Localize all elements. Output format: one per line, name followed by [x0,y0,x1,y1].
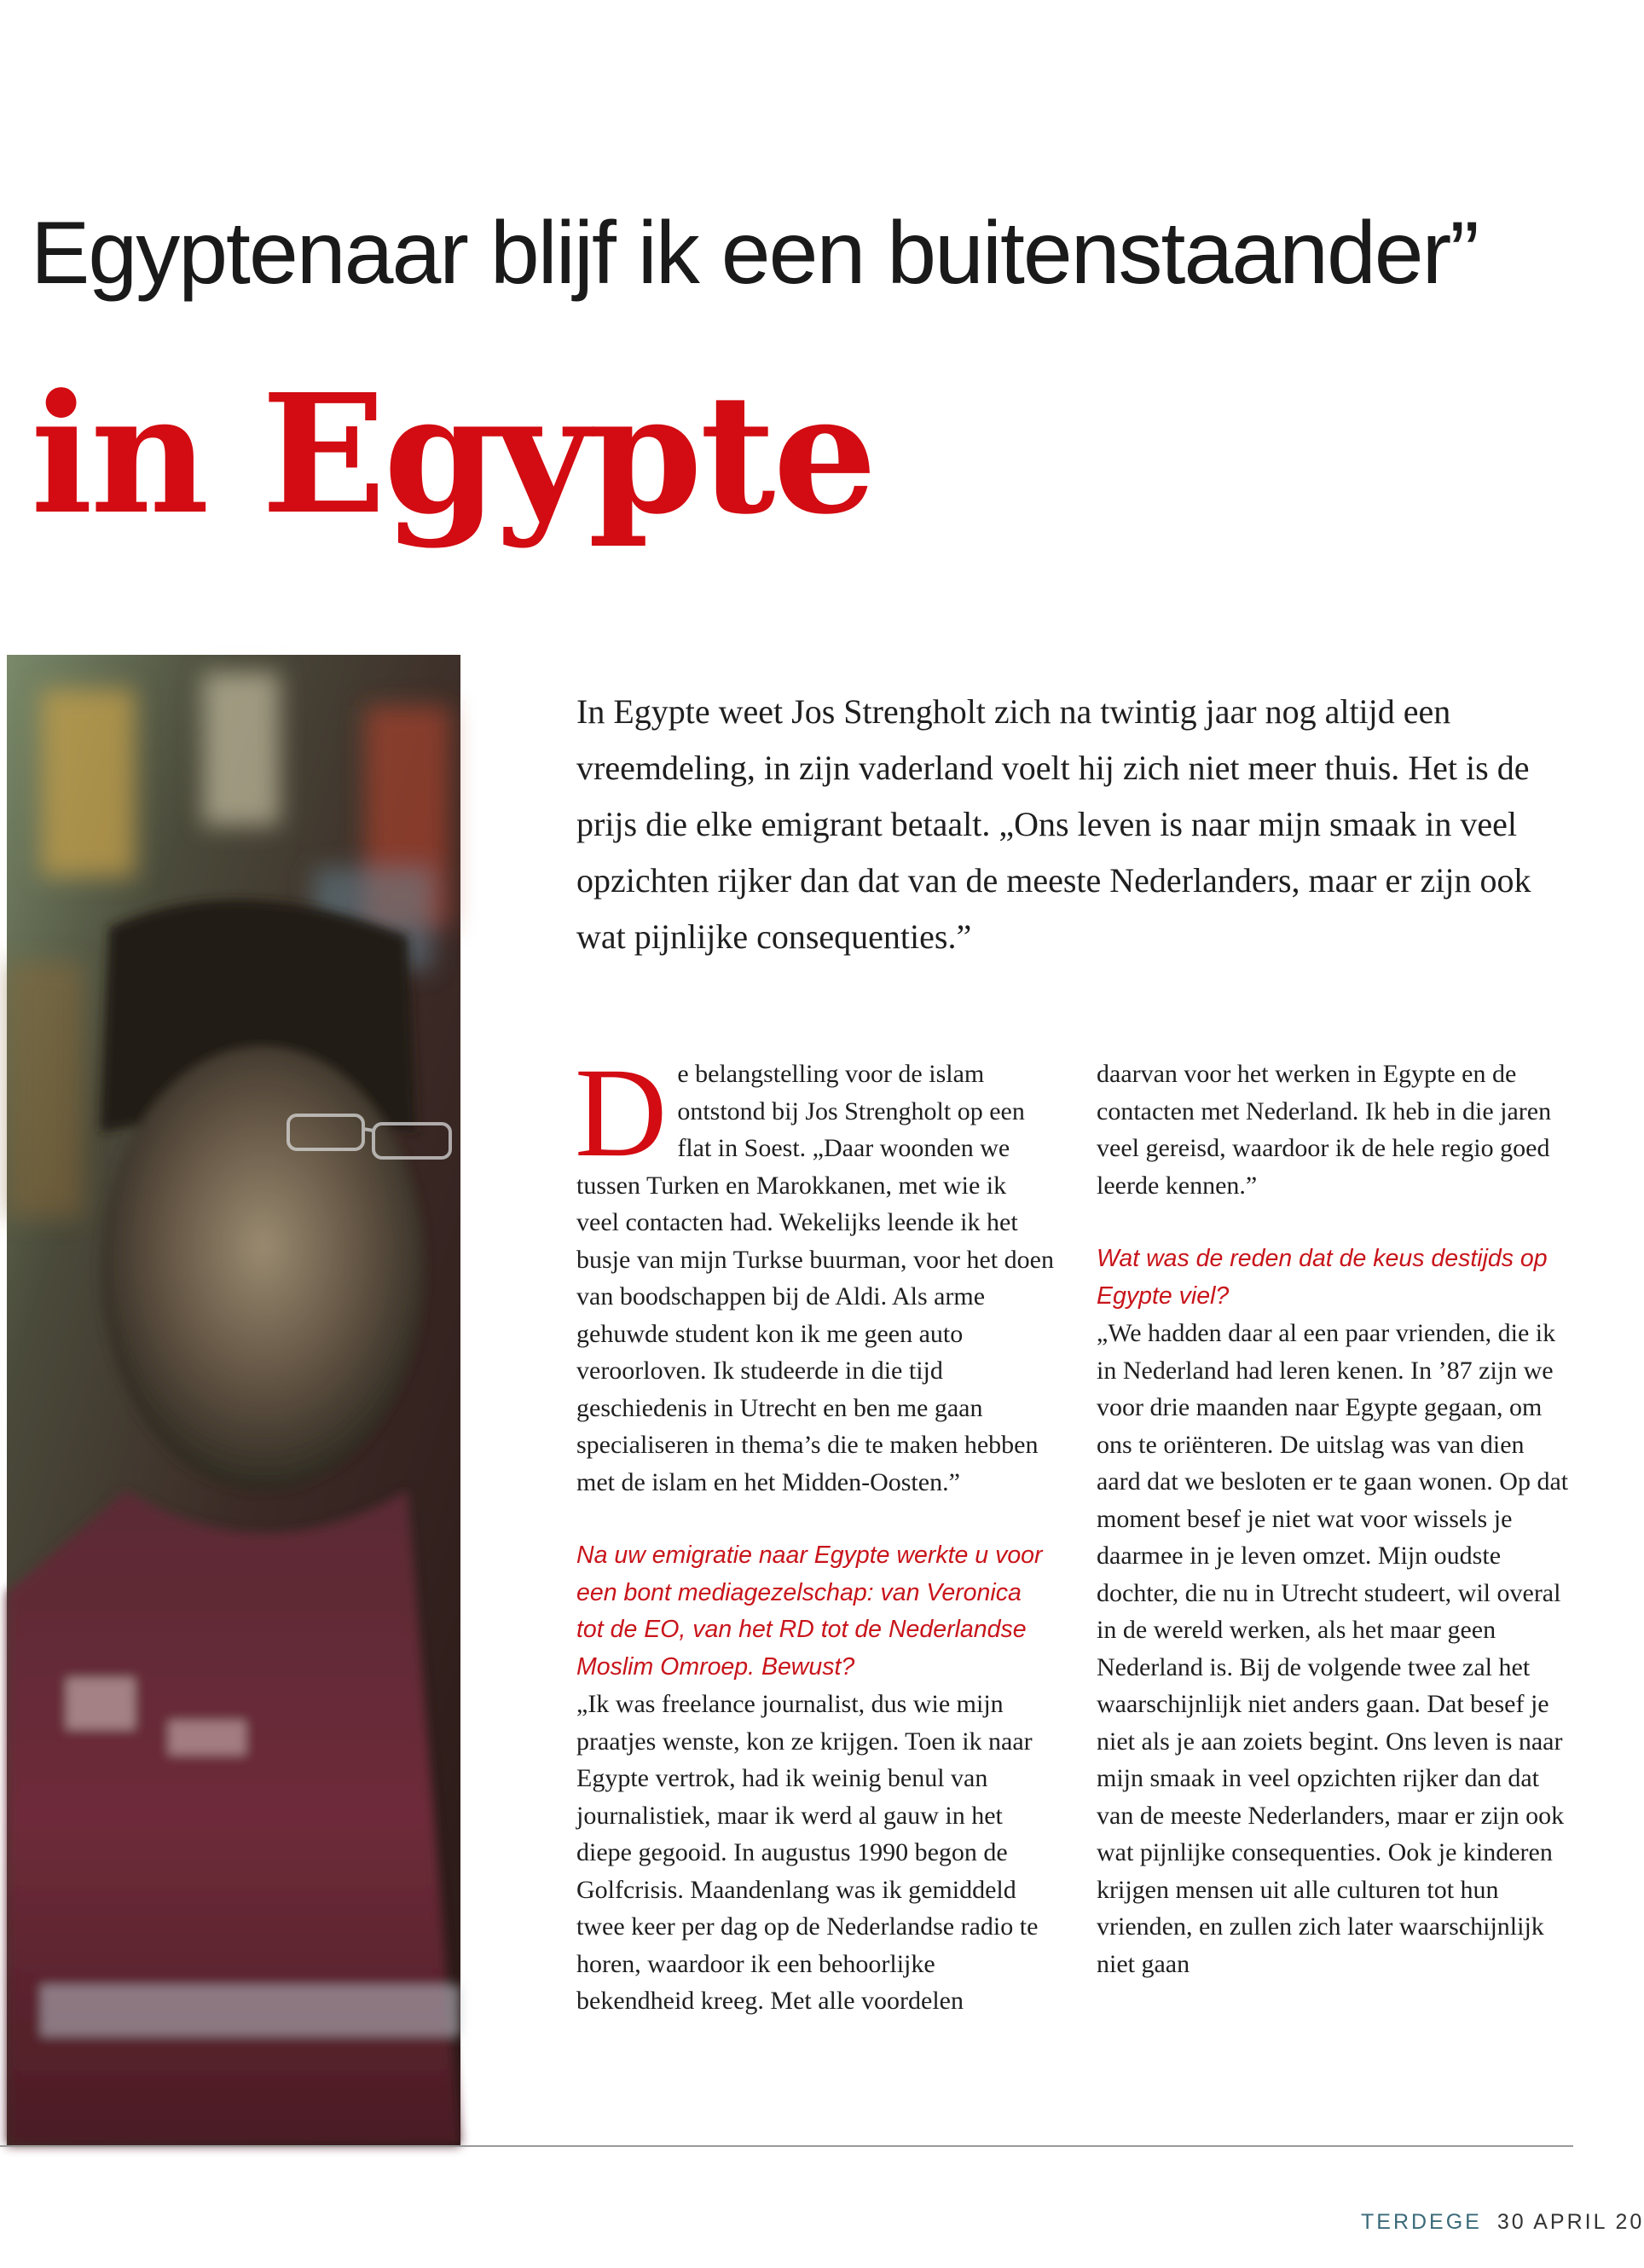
issue-date: 30 APRIL 20 [1496,2210,1644,2234]
main-headline: in Egypte [31,359,875,551]
paragraph: „We hadden daar al een paar vrienden, die ik in Nederland had leren kenen. In ’87 zijn we voor drie maanden naar Egypte gegaan, om ons te oriënteren. De uitslag was van dien aard dat we besloten er te gaan wonen. Op dat moment besef je niet wat voor wissels je daarmee in je leven omzet. Mijn oudste dochter, die nu in Utrecht studeert, wil overal in de wereld werken, als het maar geen Nederland is. Bij de volgende twee zal het waarschijnlijk niet anders gaan. Dat besef je niet als je aan zoiets begint. Ons leven is naar mijn smaak in veel opzichten rijker dan dat van de meeste Nederlanders, maar er zijn ook wat pijnlijke consequenties. Ook je kinderen krijgen mensen uit alle culturen tot hun vrienden, en zullen zich later waarschijnlijk niet gaan [1097,1319,1569,1978]
kicker-headline: Egyptenaar blijf ik een buitenstaander” [31,204,1478,303]
paragraph: „Ik was freelance journalist, dus wie mijn praatjes wenste, kon ze krijgen. Toen ik naar Egypte vertrok, had ik weinig benul van journalistiek, maar ik werd al gauw in het diepe gegooid. In augustus 1990 begon de Golfcrisis. Maandenlang was ik gemiddeld twee keer per dag op de Nederlandse radio te horen, waardoor ik een behoorlijke bekendheid kreeg. Met alle voordelen [576,1690,1039,2015]
intro-lead: In Egypte weet Jos Strengholt zich na twintig jaar nog altijd een vreemdeling, in zijn vaderland voelt hij zich niet meer thuis. Het is de prijs die elke emigrant betaalt. „Ons leven is naar mijn smaak in veel opzichten rijker dan dat van de meeste Nederlanders, maar er zijn ook wat pijnlijke consequenties.” [576,692,1531,956]
footer-rule [0,2145,1573,2147]
paragraph [575,1042,1054,1501]
interview-question: Wat was de reden dat de keus destijds op Egypte viel? [1097,1245,1548,1310]
article-column-left [575,1042,1054,2020]
paragraph: daarvan voor het werken in Egypte en de contacten met Nederland. Ik heb in die jaren veel gereisd, waardoor ik de hele regio goed leerde kennen.” [1097,1060,1552,1200]
interview-question: Na uw emigratie naar Egypte werkte u voor een bont mediagezelschap: van Veronica tot de EO, van het RD tot de Nederlandse Moslim Omroep. Bewust? [576,1542,1043,1681]
paragraph-text: e belangstelling voor de islam ontstond bij Jos Strengholt op een flat in Soest. „Daar woonden we tussen Turken en Marokkanen, met wie ik veel contacten had. Wekelijks leende ik het busje van mijn Turkse buurman, voor het doen van boodschappen bij de Aldi. Als arme gehuwde student kon ik me geen auto veroorloven. Ik studeerde in die tijd geschiedenis in Utrecht en ben me gaan specialiseren in thema’s die te maken hebben met de islam en het Midden-Oosten.” [576,1060,1054,1496]
article-column-right [1097,1056,1574,1982]
magazine-name: TERDEGE [1361,2210,1482,2234]
portrait-photo [7,655,460,2145]
page-footer [1361,2210,1644,2235]
drop-cap: D [575,1042,668,1183]
